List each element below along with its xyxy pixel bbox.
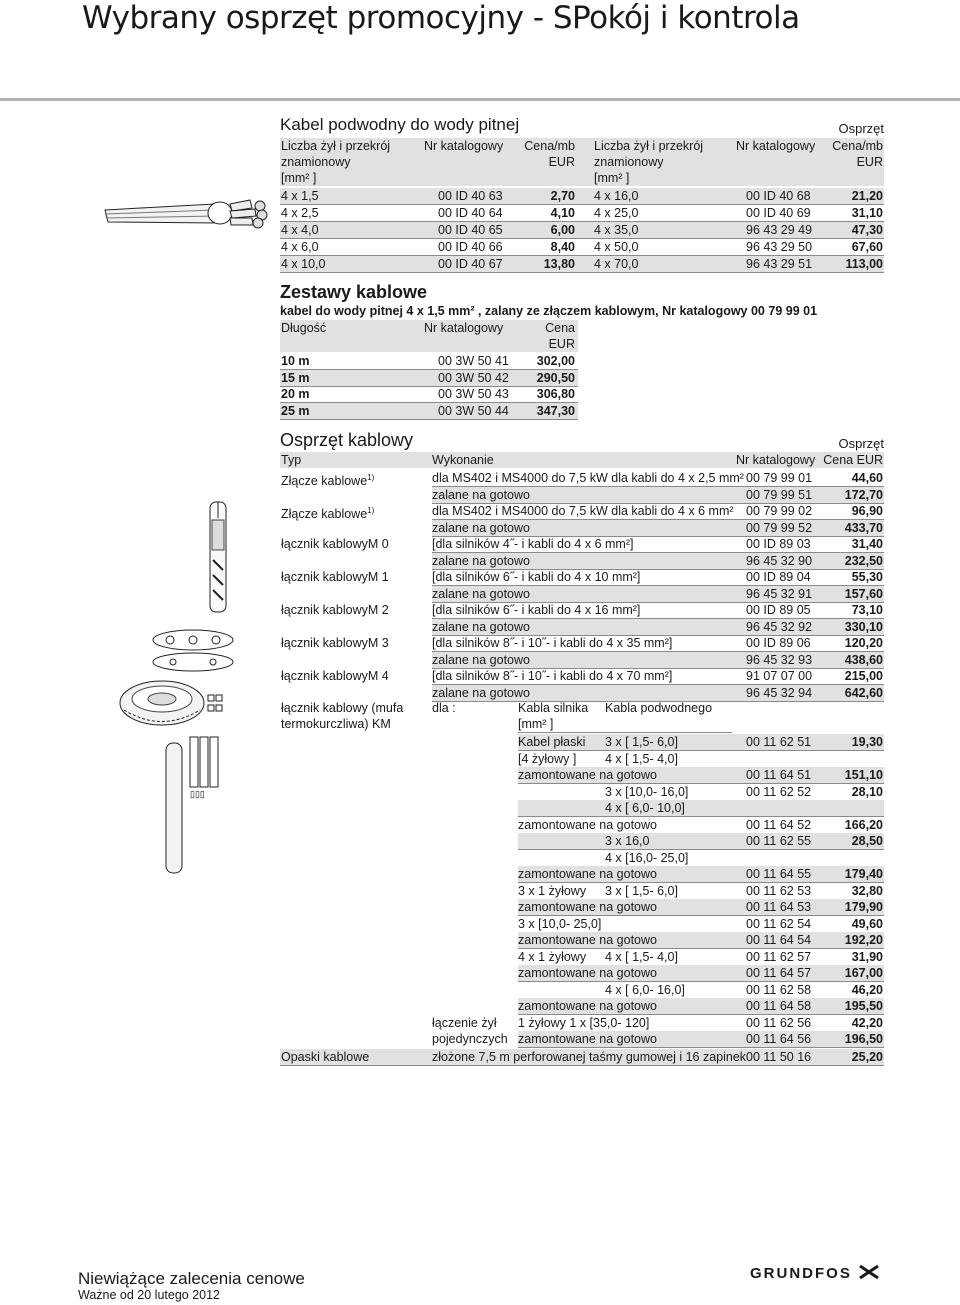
- shrink-code: 00 11 62 55: [746, 834, 812, 848]
- acc-price: 44,60: [851, 471, 883, 485]
- acc-price: 55,30: [851, 570, 883, 584]
- acc-type: [281, 569, 389, 585]
- sets-h-length: Długość: [281, 321, 327, 335]
- shrink-c2: zamontowane na gotowo: [518, 999, 657, 1013]
- shrink-c3: 4 x [ 1,5- 4,0]: [605, 949, 678, 964]
- acc-code: 00 ID 89 06: [746, 636, 811, 650]
- cable-price-r: 47,30: [851, 223, 883, 237]
- sets-h-code: Nr katalogowy: [424, 321, 504, 335]
- bands-desc: złożone 7,5 m perforowanej taśmy gumowej i 16 zapinek: [432, 1050, 747, 1064]
- acc-price: 433,70: [844, 520, 883, 535]
- shrink-c2: zamontowane na gotowo: [518, 1032, 657, 1046]
- sets-row-rule: [280, 419, 578, 420]
- shrink-price: 166,20: [844, 817, 883, 832]
- shrink-code: 00 11 62 53: [746, 883, 812, 898]
- shrink-sub-h: Kabla podwodnego: [605, 701, 713, 715]
- cable-code-r: 96 43 29 50: [746, 240, 813, 254]
- brand-logo: [750, 1264, 880, 1282]
- shrink-code: 00 11 62 57: [746, 949, 812, 964]
- shrink-c2: zamontowane na gotowo: [518, 966, 657, 980]
- cable-size-r: 4 x 35,0: [594, 223, 639, 237]
- acc-desc: [dla silników 8˝- i 10˝- i kabli do 4 x 70 mm²]: [432, 669, 673, 683]
- shrink-price: 179,40: [844, 867, 883, 881]
- sets-h-price-1: Cena: [545, 321, 575, 335]
- shrink-c3: 4 x [16,0- 25,0]: [605, 850, 689, 865]
- acc-desc: zalane na gotowo: [432, 685, 530, 700]
- cable-h-price-2: EUR: [548, 155, 575, 169]
- acc-price: 73,10: [851, 603, 883, 617]
- cable-size-r: 4 x 70,0: [594, 257, 639, 271]
- cable-h-size-1: Liczba żył i przekrój: [281, 139, 391, 153]
- shrink-c2: zamontowane na gotowo: [518, 817, 657, 832]
- acc-type: [281, 668, 389, 684]
- bands-price: 25,20: [851, 1050, 883, 1064]
- gasket-image: [148, 628, 238, 673]
- shrink-c2: [4 żyłowy ]: [518, 751, 577, 766]
- sets-price: 290,50: [536, 370, 575, 385]
- cable-code-r: 96 43 29 51: [746, 257, 813, 271]
- sets-length: 15 m: [281, 370, 310, 385]
- shrink-price: 28,50: [851, 834, 883, 848]
- cable-code: 00 ID 40 64: [438, 206, 503, 220]
- shrink-code: 00 11 62 52: [746, 784, 812, 799]
- cable-h-price-1: Cena/mb: [524, 139, 575, 153]
- acc-code: 96 45 32 91: [746, 586, 813, 601]
- cable-code-r: 00 ID 40 68: [746, 189, 811, 203]
- cable-joint-image: [198, 500, 238, 615]
- acc-desc: dla MS402 i MS4000 do 7,5 kW dla kabli do 4 x 6 mm²: [432, 504, 734, 518]
- shrink-c3: 3 x [10,0- 16,0]: [605, 784, 689, 799]
- cable-size: 4 x 10,0: [281, 257, 326, 271]
- acc-type: [281, 602, 389, 618]
- footer-title: Niewiążące zalecenia cenowe: [78, 1269, 305, 1288]
- shrink-c2: Kabel płaski: [518, 735, 586, 749]
- cable-price-r: 21,20: [851, 189, 883, 203]
- shrink-c2: 3 x 1 żyłowy: [518, 883, 587, 898]
- title-divider: [0, 98, 960, 101]
- sets-code: 00 3W 50 43: [438, 387, 509, 401]
- cable-category: Osprzęt: [838, 121, 884, 136]
- acc-code: 00 79 99 51: [746, 487, 813, 502]
- sets-price: 306,80: [536, 387, 575, 401]
- shrink-c3: 4 x [ 6,0- 10,0]: [605, 801, 685, 815]
- acc-code: 91 07 07 00: [746, 669, 813, 683]
- cable-size: 4 x 6,0: [281, 240, 319, 254]
- acc-h-type: Typ: [281, 453, 302, 467]
- cable-price: 2,70: [550, 189, 575, 203]
- shrink-price: 192,20: [844, 933, 883, 947]
- cable-h-size-r3: [mm² ]: [594, 171, 630, 185]
- acc-code: 96 45 32 94: [746, 685, 813, 700]
- acc-footnote-mark: 1): [367, 473, 375, 482]
- shrink-price: 49,60: [851, 916, 883, 931]
- cable-h-size-2: znamionowy: [281, 155, 351, 169]
- acc-price: 232,50: [844, 553, 883, 568]
- acc-price: 157,60: [844, 586, 883, 601]
- brand-name: GRUNDFOS: [750, 1265, 852, 1282]
- cable-heading: Kabel podwodny do wody pitnej: [280, 115, 520, 134]
- shrink-price: 28,10: [851, 784, 883, 799]
- acc-code: 00 79 99 01: [746, 471, 813, 485]
- shrink-row-rule: [518, 849, 884, 850]
- acc-desc: zalane na gotowo: [432, 520, 530, 535]
- shrink-c2: zamontowane na gotowo: [518, 933, 657, 947]
- sets-h-price-2: EUR: [548, 337, 575, 351]
- shrink-row-bg: [518, 800, 884, 816]
- shrink-price: 179,90: [844, 900, 883, 914]
- shrink-c2: zamontowane na gotowo: [518, 867, 657, 881]
- shrink-row-rule: [518, 1047, 884, 1048]
- acc-code: 96 45 32 92: [746, 619, 813, 634]
- shrink-c2: zamontowane na gotowo: [518, 900, 657, 914]
- acc-price: 642,60: [844, 685, 883, 700]
- svg-text:▯▯▯: ▯▯▯: [190, 789, 205, 799]
- acc-desc: [dla silników 8˝- i 10˝- i kabli do 4 x 35 mm²]: [432, 636, 673, 650]
- shrink-dla: dla :: [432, 701, 456, 715]
- acc-desc: [dla silników 6˝- i kabli do 4 x 16 mm²]: [432, 603, 641, 617]
- shrink-price: 195,50: [844, 999, 883, 1013]
- shrink-c2: 3 x [10,0- 25,0]: [518, 916, 602, 931]
- acc-type: [281, 503, 374, 522]
- cable-price-r: 113,00: [845, 257, 883, 271]
- shrink-type-2: termokurczliwa) KM: [281, 717, 391, 731]
- shrink-c2: zamontowane na gotowo: [518, 768, 657, 782]
- acc-code: 00 ID 89 04: [746, 570, 811, 584]
- shrink-price: 196,50: [844, 1032, 883, 1046]
- cable-band-image: [112, 675, 232, 735]
- shrink-type-1: łącznik kablowy (mufa: [281, 701, 404, 715]
- shrink-code: 00 11 64 54: [746, 933, 812, 947]
- acc-type-label: łącznik kablowyM 0: [281, 537, 389, 551]
- acc-h-price: Cena EUR: [823, 453, 883, 467]
- shrink-code: 00 11 62 51: [746, 735, 812, 749]
- shrink-header-rule: [518, 732, 732, 733]
- shrink-c3: 4 x [ 1,5- 4,0]: [605, 751, 678, 766]
- shrink-price: 167,00: [844, 966, 883, 980]
- shrink-code: 00 11 62 58: [746, 982, 812, 997]
- cable-size: 4 x 4,0: [281, 223, 319, 237]
- cable-price: 13,80: [543, 257, 575, 271]
- acc-price: 438,60: [844, 652, 883, 667]
- acc-price: 96,90: [851, 504, 883, 518]
- acc-desc: zalane na gotowo: [432, 619, 530, 634]
- sets-length: 20 m: [281, 387, 310, 401]
- acc-h-code: Nr katalogowy: [736, 453, 816, 467]
- sets-code: 00 3W 50 42: [438, 370, 509, 385]
- acc-code: 96 45 32 93: [746, 652, 813, 667]
- acc-price: 31,40: [851, 537, 883, 551]
- shrink-sleeve-image: [160, 735, 220, 880]
- shrink-price: 46,20: [851, 982, 883, 997]
- acc-price: 172,70: [844, 487, 883, 502]
- shrink-c3: 3 x [ 1,5- 6,0]: [605, 735, 678, 749]
- bands-type: Opaski kablowe: [281, 1050, 370, 1064]
- acc-type-label: Złącze kablowe: [281, 474, 368, 489]
- acc-type: [281, 635, 389, 651]
- cable-h-code: Nr katalogowy: [424, 139, 504, 153]
- sets-code: 00 3W 50 44: [438, 403, 509, 418]
- acc-type-label: łącznik kablowyM 4: [281, 669, 389, 683]
- acc-code: 00 ID 89 05: [746, 603, 811, 617]
- cable-size: 4 x 2,5: [281, 206, 319, 220]
- cable-price: 6,00: [550, 223, 575, 237]
- cable-size-r: 4 x 50,0: [594, 240, 639, 254]
- acc-desc: zalane na gotowo: [432, 652, 530, 667]
- shrink-code: 00 11 64 56: [746, 1032, 812, 1046]
- acc-desc: [dla silników 4˝- i kabli do 4 x 6 mm²]: [432, 537, 634, 551]
- acc-price: 120,20: [844, 636, 883, 650]
- shrink-price: 42,20: [851, 1015, 883, 1030]
- acc-desc: [dla silników 6˝- i kabli do 4 x 10 mm²]: [432, 570, 641, 584]
- shrink-code: 00 11 64 57: [746, 966, 812, 980]
- cable-price: 8,40: [550, 240, 575, 254]
- acc-type-label: łącznik kablowyM 3: [281, 636, 389, 650]
- bands-code: 00 11 50 16: [746, 1050, 812, 1064]
- acc-code: 00 79 99 02: [746, 504, 813, 518]
- cable-h-size-r1: Liczba żył i przekrój: [594, 139, 704, 153]
- acc-code: 00 ID 89 03: [746, 537, 811, 551]
- acc-desc: zalane na gotowo: [432, 487, 530, 502]
- cable-price-r: 31,10: [851, 206, 883, 220]
- shrink-price: 19,30: [851, 735, 883, 749]
- footer-date: Ważne od 20 lutego 2012: [78, 1288, 221, 1302]
- shrink-c1: łączenie żył: [432, 1015, 497, 1030]
- shrink-motor-h2: [mm² ]: [518, 717, 554, 731]
- acc-footnote-mark: 1): [367, 506, 375, 515]
- shrink-code: 00 11 64 58: [746, 999, 812, 1013]
- cable-code: 00 ID 40 66: [438, 240, 503, 254]
- shrink-c2: 1 żyłowy 1 x [35,0- 120]: [518, 1015, 650, 1030]
- acc-type-label: łącznik kablowyM 1: [281, 570, 389, 584]
- cable-h-size-3: [mm² ]: [281, 171, 317, 185]
- cable-code: 00 ID 40 67: [438, 257, 503, 271]
- acc-type-label: Złącze kablowe: [281, 507, 368, 522]
- cable-code-r: 00 ID 40 69: [746, 206, 811, 220]
- cable-code: 00 ID 40 63: [438, 189, 503, 203]
- sets-subtitle: kabel do wody pitnej 4 x 1,5 mm² , zalany ze złączem kablowym, Nr katalogowy 00 79 99 01: [280, 304, 818, 318]
- shrink-code: 00 11 64 51: [746, 768, 812, 782]
- shrink-code: 00 11 62 56: [746, 1015, 812, 1030]
- shrink-c3: 3 x 16,0: [605, 834, 650, 848]
- acc-type: [281, 470, 374, 489]
- shrink-c2: 4 x 1 żyłowy: [518, 949, 587, 964]
- cable-code: 00 ID 40 65: [438, 223, 503, 237]
- sets-heading: Zestawy kablowe: [280, 282, 428, 302]
- cable-row-rule: [280, 272, 884, 273]
- sets-length: 25 m: [281, 403, 310, 418]
- acc-type-label: łącznik kablowyM 2: [281, 603, 389, 617]
- shrink-c3: 3 x [ 1,5- 6,0]: [605, 883, 678, 898]
- acc-desc: zalane na gotowo: [432, 586, 530, 601]
- acc-price: 215,00: [844, 669, 883, 683]
- shrink-motor-h1: Kabla silnika: [518, 701, 589, 715]
- acc-code: 00 79 99 52: [746, 520, 813, 535]
- grundfos-x-icon: [858, 1264, 880, 1280]
- shrink-code: 00 11 64 55: [746, 867, 812, 881]
- acc-h-desc: Wykonanie: [432, 453, 494, 467]
- shrink-code: 00 11 62 54: [746, 916, 812, 931]
- acc-desc: zalane na gotowo: [432, 553, 530, 568]
- cable-h-price-r2: EUR: [856, 155, 883, 169]
- sets-price: 302,00: [536, 354, 575, 368]
- shrink-c3: 4 x [ 6,0- 16,0]: [605, 982, 685, 997]
- cable-price-r: 67,60: [851, 240, 883, 254]
- acc-code: 96 45 32 90: [746, 553, 813, 568]
- shrink-price: 32,80: [851, 883, 883, 898]
- accessories-heading: Osprzęt kablowy: [280, 430, 414, 450]
- shrink-code: 00 11 64 53: [746, 900, 812, 914]
- acc-desc: dla MS402 i MS4000 do 7,5 kW dla kabli do 4 x 2,5 mm²: [432, 471, 744, 485]
- cable-price: 4,10: [550, 206, 575, 220]
- accessories-category: Osprzęt: [838, 436, 884, 451]
- sets-code: 00 3W 50 41: [438, 354, 509, 368]
- cable-image: [100, 178, 275, 240]
- cable-size: 4 x 1,5: [281, 189, 319, 203]
- page-title: Wybrany osprzęt promocyjny - SPokój i kontrola: [82, 0, 800, 36]
- cable-h-price-r1: Cena/mb: [832, 139, 883, 153]
- shrink-price: 31,90: [851, 949, 883, 964]
- shrink-price: 151,10: [844, 768, 883, 782]
- acc-price: 330,10: [844, 619, 883, 634]
- shrink-c1: pojedynczych: [432, 1032, 508, 1046]
- cable-size-r: 4 x 16,0: [594, 189, 639, 203]
- bands-rule: [280, 1065, 884, 1066]
- cable-code-r: 96 43 29 49: [746, 223, 813, 237]
- cable-h-size-r2: znamionowy: [594, 155, 664, 169]
- shrink-code: 00 11 64 52: [746, 817, 812, 832]
- cable-size-r: 4 x 25,0: [594, 206, 639, 220]
- cable-h-code-r: Nr katalogowy: [736, 139, 816, 153]
- sets-price: 347,30: [536, 403, 575, 418]
- sets-length: 10 m: [281, 354, 310, 368]
- acc-type: [281, 536, 389, 552]
